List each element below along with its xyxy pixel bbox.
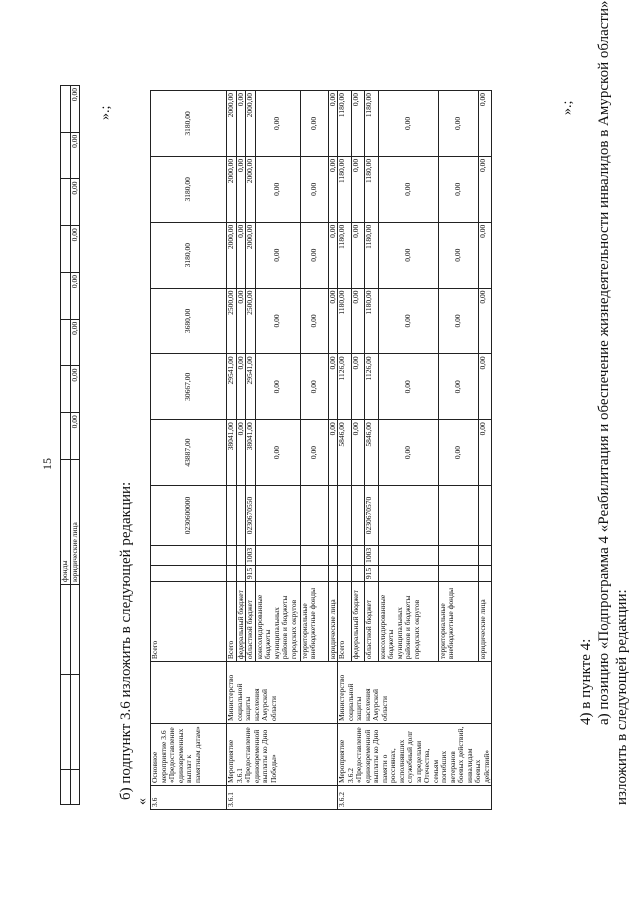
table-row: федеральный бюджет 0,00 0,00 0,00 0,00 0,00 0,00 bbox=[351, 91, 365, 810]
activity-name: Основное мероприятие 3.6 «Предоставление единовременных выплат к памятным датам» bbox=[151, 724, 227, 786]
table-row: юридические лица 0,00 0,00 0,00 0,00 0,00 0,00 bbox=[328, 91, 338, 810]
table-row bbox=[61, 86, 71, 805]
csr-code: 0230670570 bbox=[365, 486, 379, 546]
activity-name: Мероприятие 3.6.1 «Предоставление единовременной выплаты ко Дню Победы» bbox=[227, 724, 338, 786]
table-row: юридические лица 0,00 0,00 0,00 0,00 0,00 0,00 0,00 0,00 bbox=[70, 86, 80, 805]
source-label: областной бюджет bbox=[246, 582, 256, 662]
table-row: консолидированные бюджеты муниципальных районов и бюджеты городских округов 0,00 0,00 0,00 0,00 0,00 0,00 bbox=[255, 91, 300, 810]
paragraph-a: а) позицию «Подпрограмма 4 «Реабилитация и обеспечение жизнедеятельности инвалидов в Амурской области» bbox=[596, 0, 612, 725]
executor: Министерство социальной защиты населения Амурской области bbox=[227, 662, 338, 724]
paragraph-a-continuation: изложить в следующей редакции: bbox=[614, 589, 630, 805]
top-table-fragment bbox=[60, 85, 80, 805]
csr-code: 0230670550 bbox=[246, 486, 256, 546]
section-code: 1003 bbox=[365, 545, 379, 565]
source-label: территориальные внебюджетные фонды bbox=[300, 582, 328, 662]
end-mark-main: ».; bbox=[560, 100, 575, 115]
source-label: областной бюджет bbox=[365, 582, 379, 662]
table-row: территориальные внебюджетные фонды 0,00 0,00 0,00 0,00 0,00 0,00 bbox=[300, 91, 328, 810]
end-mark-top: ».; bbox=[98, 105, 113, 120]
grbs-code: 915 bbox=[246, 565, 256, 581]
paragraph-4: 4) в пункте 4: bbox=[578, 638, 594, 725]
source-label: фонды bbox=[61, 460, 71, 585]
executor: Министерство социальной защиты населения Амурской области bbox=[338, 662, 492, 724]
source-label: территориальные внебюджетные фонды bbox=[438, 582, 478, 662]
paragraph-b: б) подпункт 3.6 изложить в следующей редакции: bbox=[118, 481, 134, 800]
page-number: 15 bbox=[40, 458, 54, 470]
kbk-code: 0230600000 bbox=[151, 486, 227, 546]
source-label: юридические лица bbox=[478, 582, 492, 662]
grbs-code: 915 bbox=[365, 565, 379, 581]
table-row: областной бюджет 915 1003 0230670550 38041,00 29541,00 2500,00 2000,00 2000,00 2000,00 bbox=[246, 91, 256, 810]
source-label: Всего bbox=[151, 582, 227, 662]
table-row: юридические лица 0,00 0,00 0,00 0,00 0,00 0,00 bbox=[478, 91, 492, 810]
row-number: 3.6 bbox=[151, 786, 227, 810]
source-label: консолидированные бюджеты муниципальных районов и бюджеты городских округов bbox=[255, 582, 300, 662]
activity-name: Мероприятие 3.6.2 «Предоставление единовременной выплаты ко Дню памяти о россиянах, исполнявших служебный долг за пределами Отечества, семьям погибших ветеранов боевых действий, инвалидам боевых действий» bbox=[338, 724, 492, 786]
source-label: юридические лица bbox=[328, 582, 338, 662]
main-table bbox=[150, 90, 492, 810]
section-code: 1003 bbox=[246, 545, 256, 565]
source-label: консолидированные бюджеты муниципальных районов и бюджеты городских округов bbox=[378, 582, 438, 662]
source-label: федеральный бюджет bbox=[236, 582, 246, 662]
source-label: Всего bbox=[338, 582, 352, 662]
source-label: юридические лица bbox=[70, 460, 80, 585]
table-row: 3.6.1 Мероприятие 3.6.1 «Предоставление единовременной выплаты ко Дню Победы» Министерство социальной защиты населения Амурской области Всего 38041,00 29541,00 2500,00 2000,00 2000,00 2000,00 bbox=[227, 91, 237, 810]
source-label: Всего bbox=[227, 582, 237, 662]
table-row: федеральный бюджет 0,00 0,00 0,00 0,00 0,00 0,00 bbox=[236, 91, 246, 810]
row-number: 3.6.2 bbox=[338, 786, 492, 810]
table-row: областной бюджет 915 1003 0230670570 5846,00 1126,00 1180,00 1180,00 1180,00 1180,00 bbox=[365, 91, 379, 810]
table-row: консолидированные бюджеты муниципальных районов и бюджеты городских округов 0,00 0,00 0,00 0,00 0,00 0,00 bbox=[378, 91, 438, 810]
table-row: территориальные внебюджетные фонды 0,00 0,00 0,00 0,00 0,00 0,00 bbox=[438, 91, 478, 810]
source-label: федеральный бюджет bbox=[351, 582, 365, 662]
table-row: 3.6.2 Мероприятие 3.6.2 «Предоставление единовременной выплаты ко Дню памяти о россиянах, исполнявших служебный долг за пределами Отечества, семьям погибших ветеранов боевых действий, инвалидам боевых действий» Министерство социальной защиты населения Амурской области Всего 5846,00 1126,00 1180,00 1180,00 1180,00 1180,00 bbox=[338, 91, 352, 810]
table-row: 3.6 Основное мероприятие 3.6 «Предоставление единовременных выплат к памятным датам» Всего 0230600000 43887,00 30667,00 3680,00 3180,00 3180,00 3180,00 bbox=[151, 91, 227, 810]
open-quote: « bbox=[135, 798, 150, 805]
row-number: 3.6.1 bbox=[227, 786, 338, 810]
